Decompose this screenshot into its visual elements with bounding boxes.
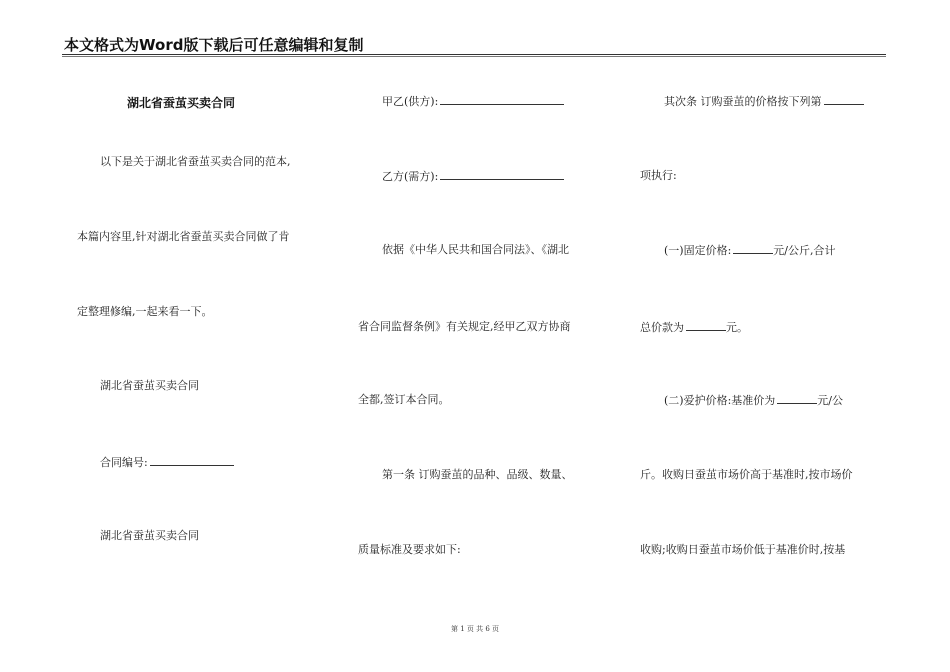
intro-line-2: 本篇内容里,针对湖北省蚕茧买卖合同做了肯 (77, 230, 290, 243)
fixed-price-row (664, 243, 836, 258)
protect-price-row (664, 393, 843, 408)
total-price-label: 总价款为 (640, 321, 684, 334)
total-price-blank (686, 320, 726, 331)
article-2-line-1 (664, 94, 864, 109)
party-b-label: 乙方(需方): (382, 170, 439, 183)
protect-price-line-2: 斤。收购日蚕茧市场价高于基准时,按市场价 (640, 468, 853, 481)
basis-line-1: 依据《中华人民共和国合同法》、《湖北 (382, 243, 569, 256)
intro-line-3: 定整理修编,一起来看一下。 (77, 305, 213, 318)
article-2-blank (824, 94, 864, 105)
protect-price-label: (二)爱护价格:基准价为 (664, 394, 776, 407)
contract-title: 湖北省蚕茧买卖合同 (127, 96, 236, 110)
contract-number-label: 合同编号: (100, 456, 148, 469)
intro-line-1: 以下是关于湖北省蚕茧买卖合同的范本, (100, 155, 291, 168)
article-2-line-2: 项执行: (640, 169, 677, 182)
party-a-label: 甲乙(供方): (382, 95, 439, 108)
total-price-row (640, 320, 748, 335)
page-number-footer: 第 1 页 共 6 页 (450, 625, 500, 633)
total-price-unit: 元。 (726, 321, 748, 334)
article-1-line-2: 质量标准及要求如下: (358, 543, 461, 556)
section-subtitle-2: 湖北省蚕茧买卖合同 (100, 529, 199, 542)
fixed-price-unit: 元/公斤,合计 (773, 244, 836, 257)
document-header-title: 本文格式为Word版下载后可任意编辑和复制 (64, 36, 364, 54)
protect-price-line-3: 收购;收购日蚕茧市场价低于基准价时,按基 (640, 543, 846, 556)
basis-line-2: 省合同监督条例》有关规定,经甲乙双方协商 (358, 320, 571, 333)
fixed-price-blank (733, 243, 773, 254)
fixed-price-label: (一)固定价格: (664, 244, 732, 257)
basis-line-3: 全都,签订本合同。 (358, 393, 450, 406)
article-2-text: 其次条 订购蚕茧的价格按下列第 (664, 95, 822, 108)
protect-price-unit: 元/公 (817, 394, 844, 407)
section-subtitle-1: 湖北省蚕茧买卖合同 (100, 379, 199, 392)
article-1-line-1: 第一条 订购蚕茧的品种、品级、数量、 (382, 468, 573, 481)
protect-price-blank (777, 393, 817, 404)
